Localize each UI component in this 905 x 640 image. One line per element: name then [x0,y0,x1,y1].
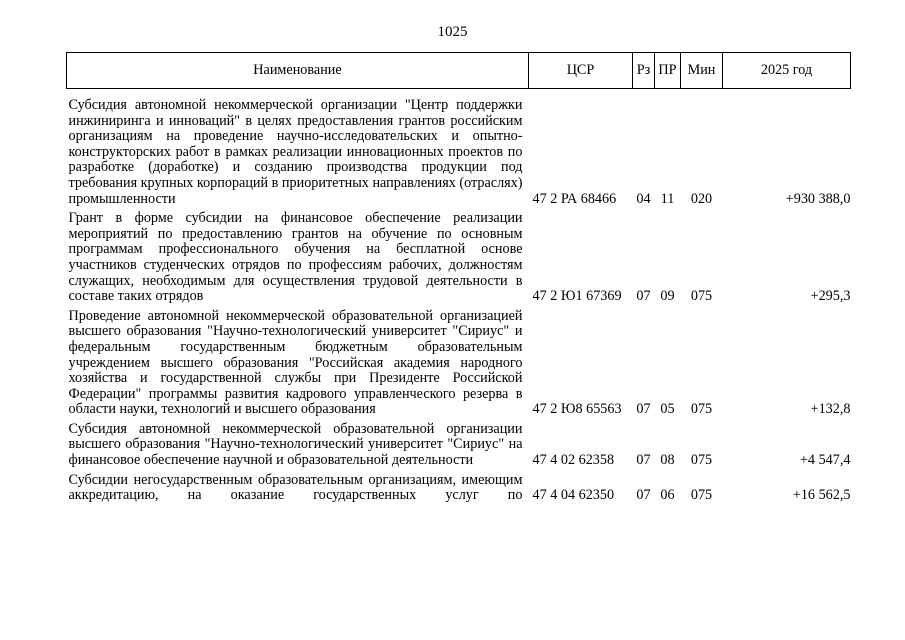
row-rz: 07 [636,288,651,305]
table-body [67,89,851,508]
budget-table-container [66,52,850,508]
row-min: 075 [690,452,713,469]
header-min: Мин [681,53,723,89]
row-min: 075 [690,487,713,504]
table-row [67,422,851,473]
row-csr: 47 2 Ю8 65563 [532,401,622,418]
row-pr: 11 [660,190,675,207]
row-csr: 47 4 04 62350 [532,487,615,504]
row-csr: 47 4 02 62358 [532,452,615,469]
table-row [67,309,851,422]
row-name: Субсидия автономной некоммерческой организации "Центр поддержки инжиниринга и инноваций" в целях предоставления грантов российским организациям на проведение научно-исследовательских и опытно-конструкторских работ в рамках реализации инновационных проектов по разработке (доработке) и созданию производства продукции под требования крупных корпораций в приоритетных направлениях (отраслях) промышленности [68,97,523,207]
header-rz: Рз [633,53,655,89]
row-value: +295,3 [810,288,851,305]
row-name: Проведение автономной некоммерческой образовательной организацией высшего образования "Научно-технологический университет "Сириус" и федеральным государственным бюджетным образовательным учреждением высшего образования "Российская академия народного хозяйства и государственной службы при Президенте Российской Федерации" программы развития кадрового управленческого резерва в области науки, технологий и высшего образования [68,307,523,418]
row-value: +930 388,0 [785,190,851,207]
budget-table [66,52,851,508]
row-pr: 05 [660,401,675,418]
row-value: +132,8 [810,401,851,418]
header-year: 2025 год [723,53,851,89]
header-name: Наименование [67,53,529,89]
row-csr: 47 2 РА 68466 [532,190,617,207]
header-csr: ЦСР [529,53,633,89]
row-value: +4 547,4 [799,452,851,469]
row-csr: 47 2 Ю1 67369 [532,288,622,305]
header-row [67,53,851,89]
header-pr: ПР [655,53,681,89]
page-number: 1025 [437,24,468,40]
row-pr: 09 [660,288,675,305]
row-pr: 08 [660,452,675,469]
row-rz: 07 [636,401,651,418]
row-rz: 07 [636,487,651,504]
row-min: 020 [690,190,713,207]
row-min: 075 [690,401,713,418]
row-value: +16 562,5 [792,487,851,504]
row-name: Субсидии негосударственным образовательным организациям, имеющим аккредитацию, на оказание государственных услуг по [68,471,523,504]
row-name: Грант в форме субсидии на финансовое обеспечение реализации мероприятий по предоставлению грантов на обучение по основным программам профессионального обучения на бесплатной основе участников студенческих отрядов по профессиям рабочих, должностям служащих, необходимым для осуществления трудовой деятельности в составе таких отрядов [68,210,523,305]
row-rz: 07 [636,452,651,469]
row-pr: 06 [660,487,675,504]
table-row [67,89,851,212]
table-row [67,473,851,508]
row-name: Субсидия автономной некоммерческой образовательной организации высшего образования "Научно-технологический университет "Сириус" на финансовое обеспечение научной и образовательной деятельности [68,420,523,469]
table-row [67,211,851,309]
row-rz: 04 [636,190,651,207]
table-header [67,53,851,89]
row-min: 075 [690,288,713,305]
